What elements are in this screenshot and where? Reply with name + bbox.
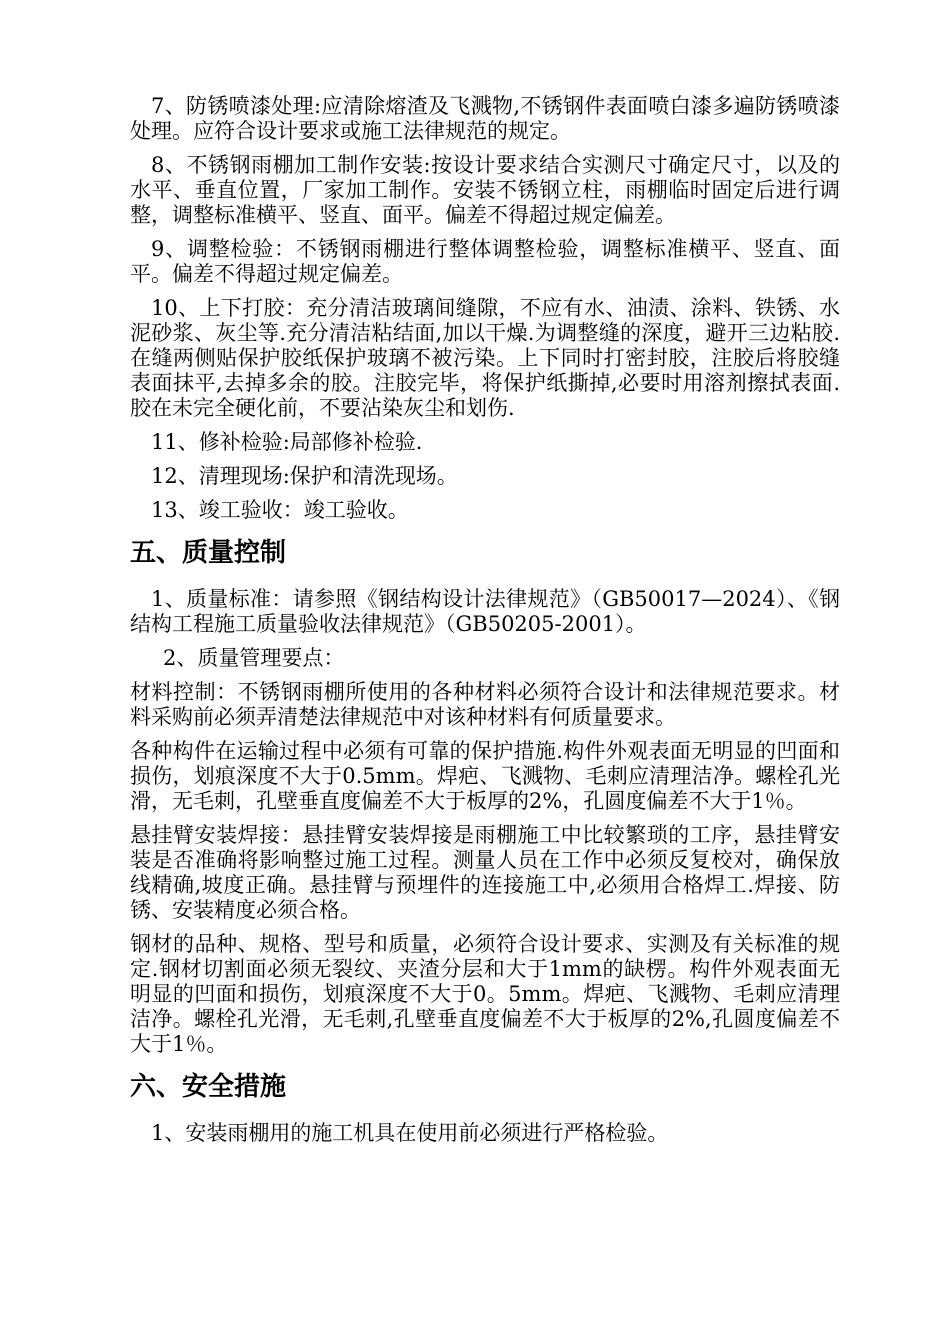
construction-step-11: 11、修补检验:局部修补检验. <box>151 430 423 454</box>
quality-standard: 1、质量标准：请参照《钢结构设计法律规范》（GB50017—2024）、《钢结构工程施工质量验收法律规范》（GB50205-2001）。 <box>130 587 840 636</box>
document-page <box>130 94 840 1155</box>
section-heading-safety-measures: 六、安全措施 <box>130 1072 287 1102</box>
construction-step-9: 9、调整检验：不锈钢雨棚进行整体调整检验，调整标准横平、竖直、面平。偏差不得超过规定偏差。 <box>130 237 840 286</box>
material-control: 材料控制：不锈钢雨棚所使用的各种材料必须符合设计和法律规范要求。材料采购前必须弄清楚法律规范中对该种材料有何质量要求。 <box>130 680 840 729</box>
steel-requirements: 钢材的品种、规格、型号和质量，必须符合设计要求、实测及有关标准的规定.钢材切割面必须无裂纹、夹渣分层和大于1mm的缺楞。构件外观表面无明显的凹面和损伤，划痕深度不大于0。5mm。焊疤、飞溅物、毛刺应清理洁净。螺栓孔光滑，无毛刺,孔壁垂直度偏差不大于板厚的2%,孔圆度偏差不大于1％。 <box>130 932 840 1056</box>
construction-step-12: 12、清理现场:保护和清洗现场。 <box>151 464 458 488</box>
section-heading-quality-control: 五、质量控制 <box>130 538 287 568</box>
quality-key-points: 2、质量管理要点： <box>163 646 345 670</box>
construction-step-10: 10、上下打胶：充分清洁玻璃间缝隙，不应有水、油渍、涂料、铁锈、水泥砂浆、灰尘等.充分清洁粘结面,加以干燥.为调整缝的深度，避开三边粘胶.在缝两侧贴保护胶纸保护玻璃不被污染。上下同时打密封胶，注胶后将胶缝表面抹平,去掉多余的胶。注胶完毕，将保护纸撕掉,必要时用溶剂擦拭表面.胶在未完全硬化前，不要沾染灰尘和划伤. <box>130 296 840 420</box>
arm-welding: 悬挂臂安装焊接：悬挂臂安装焊接是雨棚施工中比较繁琐的工序，悬挂臂安装是否准确将影响整过施工过程。测量人员在工作中必须反复校对，确保放线精确,坡度正确。悬挂臂与预埋件的连接施工中,必须用合格焊工.焊接、防锈、安装精度必须合格。 <box>130 823 840 922</box>
construction-step-7: 7、防锈喷漆处理:应清除熔渣及飞溅物,不锈钢件表面喷白漆多遍防锈喷漆处理。应符合设计要求或施工法律规范的规定。 <box>130 94 840 143</box>
transport-protection: 各种构件在运输过程中必须有可靠的保护措施.构件外观表面无明显的凹面和损伤，划痕深度不大于0.5mm。焊疤、飞溅物、毛刺应清理洁净。螺栓孔光滑，无毛刺，孔壁垂直度偏差不大于板厚的2%，孔圆度偏差不大于1％。 <box>130 739 840 813</box>
construction-step-8: 8、不锈钢雨棚加工制作安装:按设计要求结合实测尺寸确定尺寸，以及的水平、垂直位置，厂家加工制作。安装不锈钢立柱，雨棚临时固定后进行调整，调整标准横平、竖直、面平。偏差不得超过规定偏差。 <box>130 153 840 227</box>
safety-item-1: 1、安装雨棚用的施工机具在使用前必须进行严格检验。 <box>151 1121 669 1145</box>
construction-step-13: 13、竣工验收：竣工验收。 <box>151 498 409 522</box>
